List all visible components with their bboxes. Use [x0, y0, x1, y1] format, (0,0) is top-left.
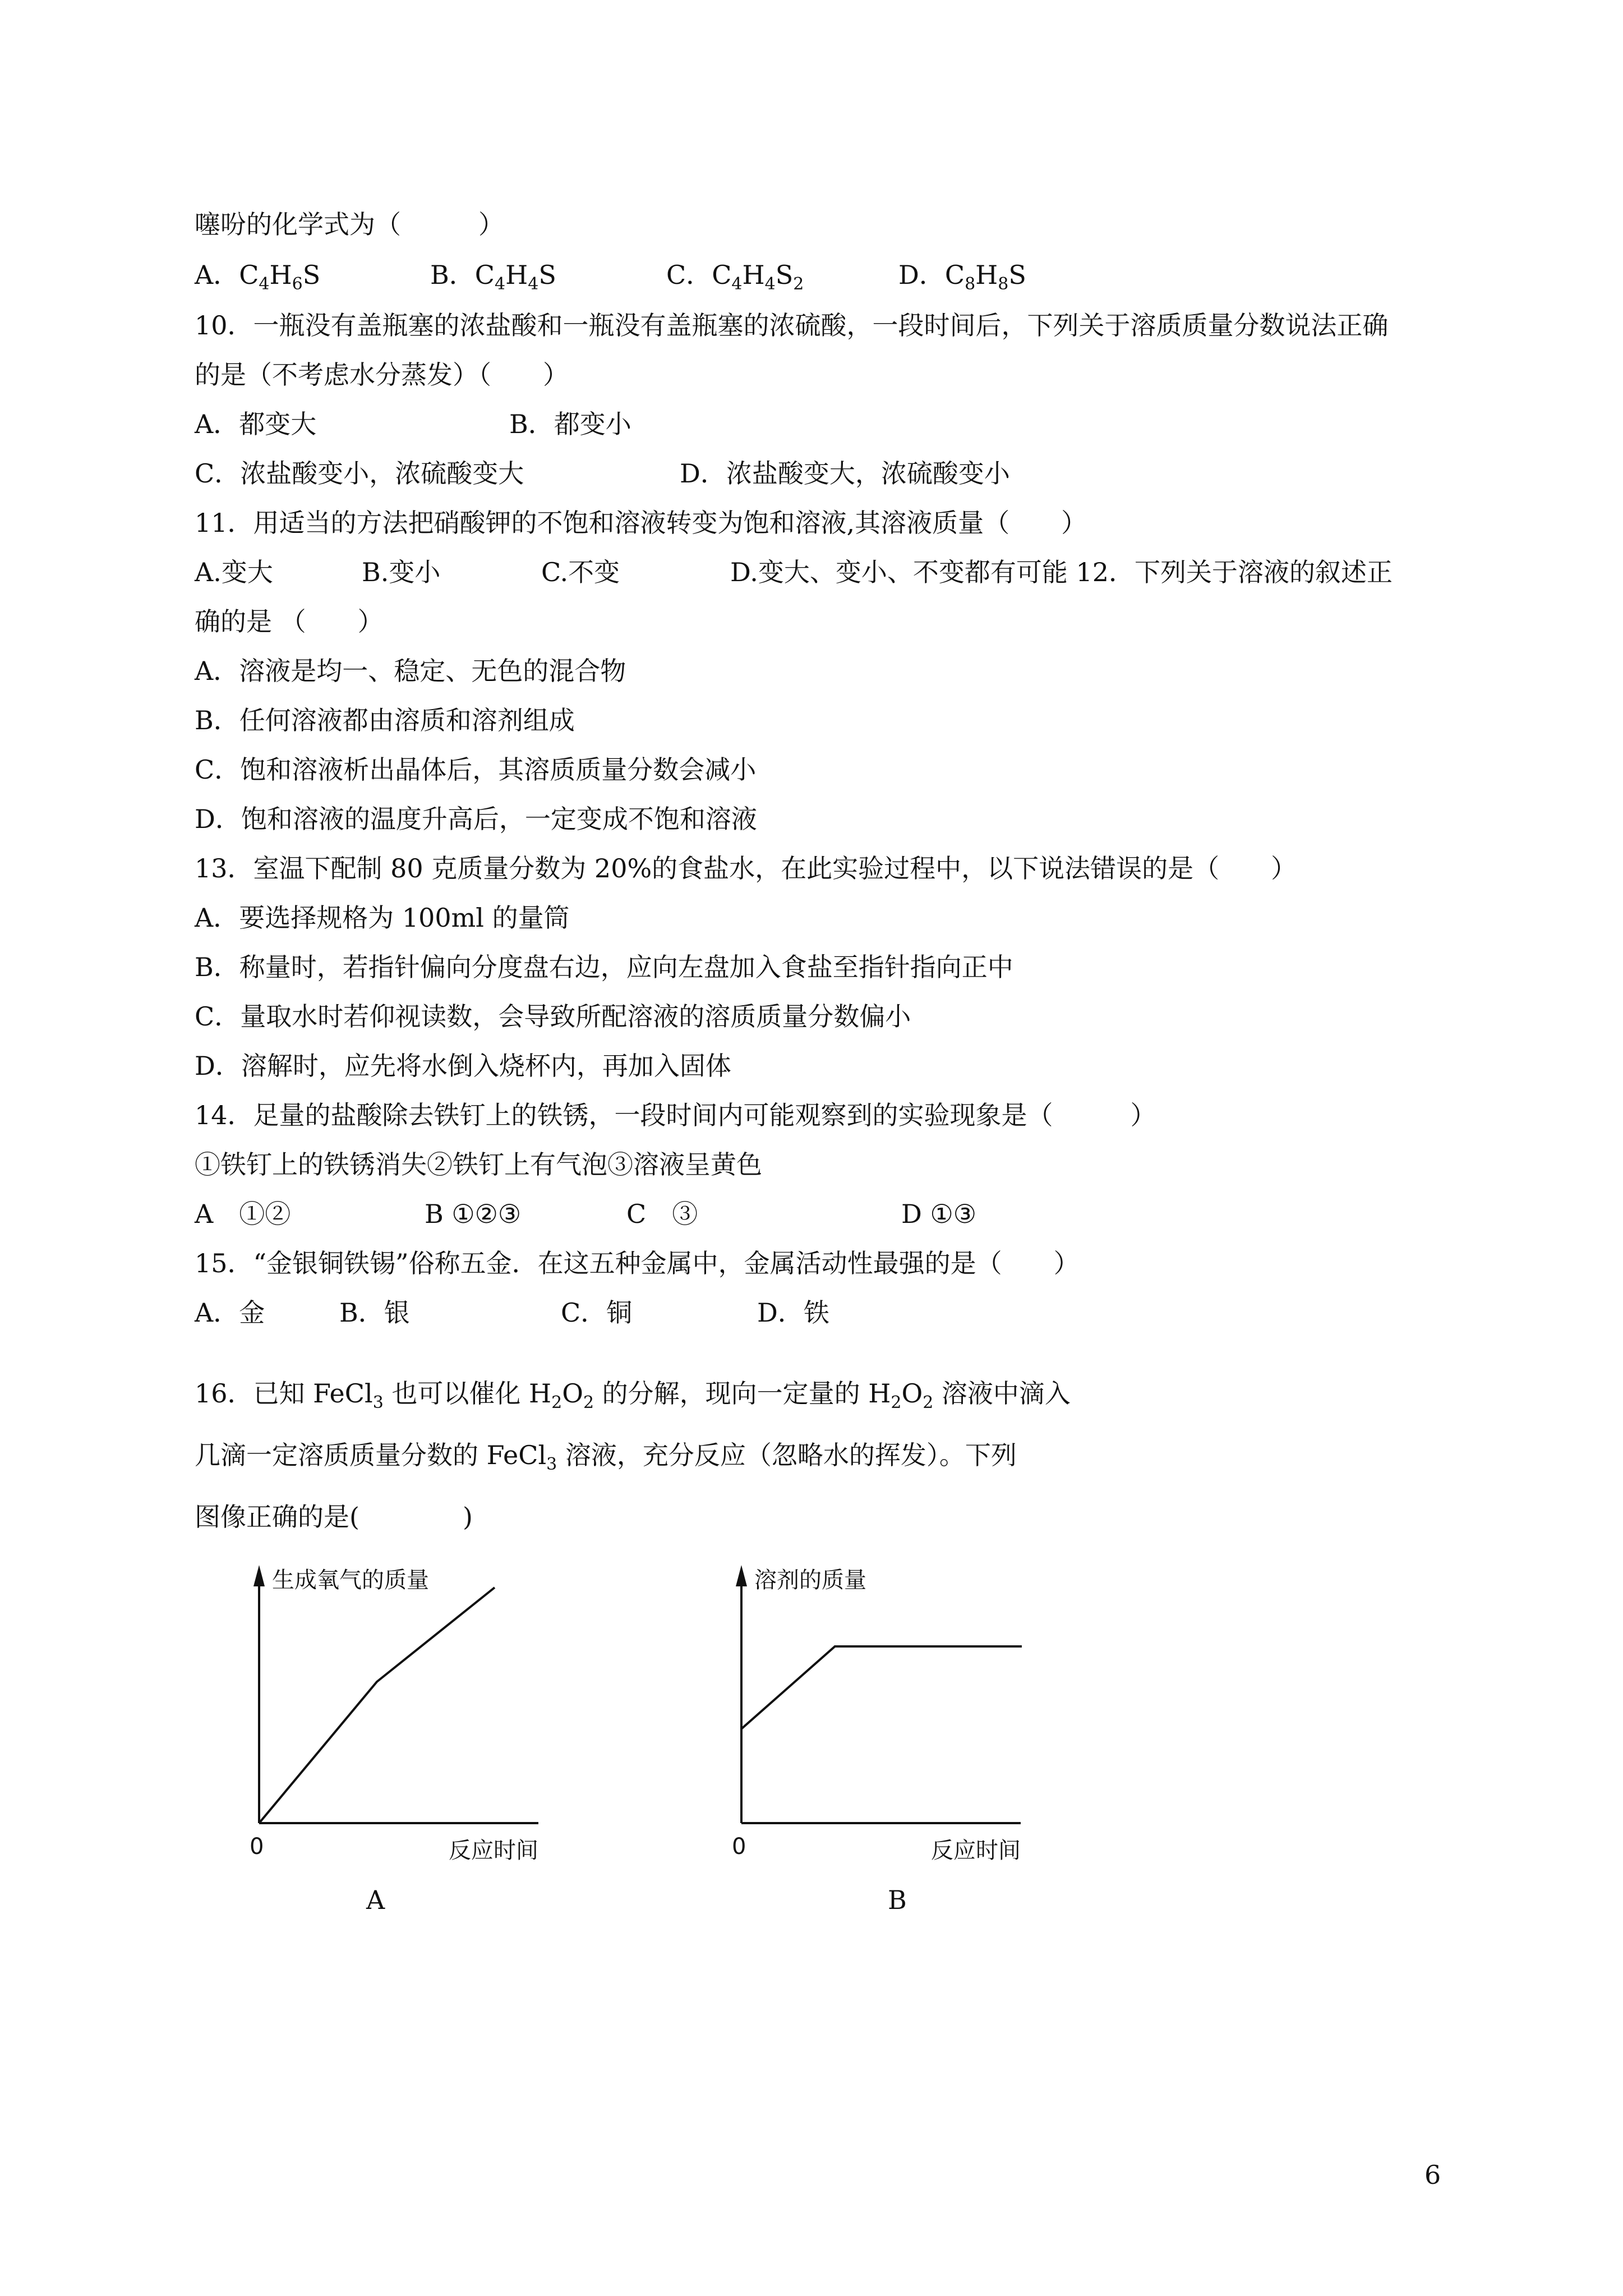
- q16-stem-line2: 几滴一定溶质质量分数的 FeCl$_3$ 溶液，充分反应（忽略水的挥发）。下列: [195, 1440, 1017, 1474]
- chart-b: [707, 1548, 1066, 1862]
- q14-option-a: A ①②: [195, 1199, 291, 1229]
- q10-option-b: B．都变小: [509, 409, 631, 439]
- q9-option-c: C．$C_4H_4S_2$: [666, 260, 804, 294]
- q13-option-a: A．要选择规格为 100ml 的量筒: [195, 903, 570, 933]
- q13-option-c: C．量取水时若仰视读数，会导致所配溶液的溶质质量分数偏小: [195, 1001, 911, 1032]
- q10-stem-line1: 10．一瓶没有盖瓶塞的浓盐酸和一瓶没有盖瓶塞的浓硫酸，一段时间后，下列关于溶质质量分数说法正确: [195, 310, 1389, 341]
- q10-stem-line2: 的是（不考虑水分蒸发）（ ）: [195, 360, 569, 390]
- q15-option-a: A．金: [195, 1297, 265, 1328]
- q11-option-d: D.变大、变小、不变都有可能 12．下列关于溶液的叙述正: [730, 557, 1393, 587]
- chart-b-y-arrow: [736, 1565, 747, 1586]
- q11-option-b: B.变小: [362, 557, 441, 587]
- q15-option-b: B．银: [339, 1297, 410, 1328]
- q12-option-d: D．饱和溶液的温度升高后，一定变成不饱和溶液: [195, 804, 757, 834]
- q12-option-c: C．饱和溶液析出晶体后，其溶质质量分数会减小: [195, 754, 757, 785]
- chart-a-caption: A: [366, 1885, 385, 1915]
- chart-b-caption: B: [888, 1885, 907, 1915]
- chart-a-y-arrow: [253, 1565, 265, 1586]
- chart-b-xlabel: 反应时间: [931, 1838, 1021, 1864]
- q9-option-b: B．$C_4H_4S$: [430, 260, 556, 294]
- q15-option-c: C．铜: [561, 1297, 633, 1328]
- chart-a: [224, 1548, 583, 1862]
- q9-option-d: D．$C_8H_8S$: [898, 260, 1026, 294]
- q14-option-d: D ①③: [901, 1199, 976, 1229]
- page-number: 6: [1424, 2160, 1441, 2190]
- chart-a-line: [259, 1588, 495, 1823]
- q11-option-c: C.不变: [541, 557, 620, 587]
- chart-a-ylabel: 生成氧气的质量: [272, 1567, 429, 1593]
- q12-option-a: A．溶液是均一、稳定、无色的混合物: [195, 656, 626, 686]
- q16-stem-line1: 16．已知 FeCl$_3$ 也可以催化 $H_2O_2$ 的分解，现向一定量的 $H_2O_2$ 溶液中滴入: [195, 1378, 1071, 1412]
- q15-stem: 15．“金银铜铁锡”俗称五金．在这五种金属中，金属活动性最强的是（ ）: [195, 1248, 1080, 1278]
- q10-option-d: D．浓盐酸变大，浓硫酸变小: [680, 458, 1010, 489]
- q11-stem: 11．用适当的方法把硝酸钾的不饱和溶液转变为饱和溶液,其溶液质量（ ）: [195, 508, 1087, 538]
- chart-a-series: [259, 1588, 495, 1823]
- q9-option-a: A．$C_4H_6S$: [195, 260, 321, 294]
- q14-option-c: C ③: [626, 1199, 698, 1229]
- q13-option-b: B．称量时，若指针偏向分度盘右边，应向左盘加入食盐至指针指向正中: [195, 952, 1013, 982]
- q16-stem-line3: 图像正确的是( ): [195, 1502, 473, 1532]
- chart-b-line: [741, 1646, 1022, 1729]
- q12-option-b: B．任何溶液都由溶质和溶剂组成: [195, 705, 575, 735]
- q14-stem: 14．足量的盐酸除去铁钉上的铁锈，一段时间内可能观察到的实验现象是（ ）: [195, 1100, 1156, 1130]
- q15-option-d: D．铁: [757, 1297, 829, 1328]
- chart-a-xlabel: 反应时间: [449, 1838, 538, 1864]
- q13-stem: 13．室温下配制 80 克质量分数为 20%的食盐水，在此实验过程中，以下说法错误的是（ ）: [195, 853, 1297, 884]
- q10-option-a: A．都变大: [195, 409, 317, 439]
- q12-stem-line2: 确的是 （ ）: [195, 606, 384, 637]
- q14-phenomena: ①铁钉上的铁锈消失②铁钉上有气泡③溶液呈黄色: [195, 1149, 762, 1180]
- chart-b-series: [741, 1646, 1022, 1729]
- q9-stem: 噻吩的化学式为（ ）: [195, 209, 504, 240]
- chart-a-origin: 0: [250, 1834, 264, 1860]
- chart-b-origin: 0: [732, 1834, 746, 1860]
- q14-option-b: B ①②③: [425, 1199, 522, 1229]
- q13-option-d: D．溶解时，应先将水倒入烧杯内，再加入固体: [195, 1051, 731, 1081]
- q11-option-a: A.变大: [195, 557, 273, 587]
- chart-b-ylabel: 溶剂的质量: [754, 1567, 866, 1593]
- q10-option-c: C．浓盐酸变小，浓硫酸变大: [195, 458, 524, 489]
